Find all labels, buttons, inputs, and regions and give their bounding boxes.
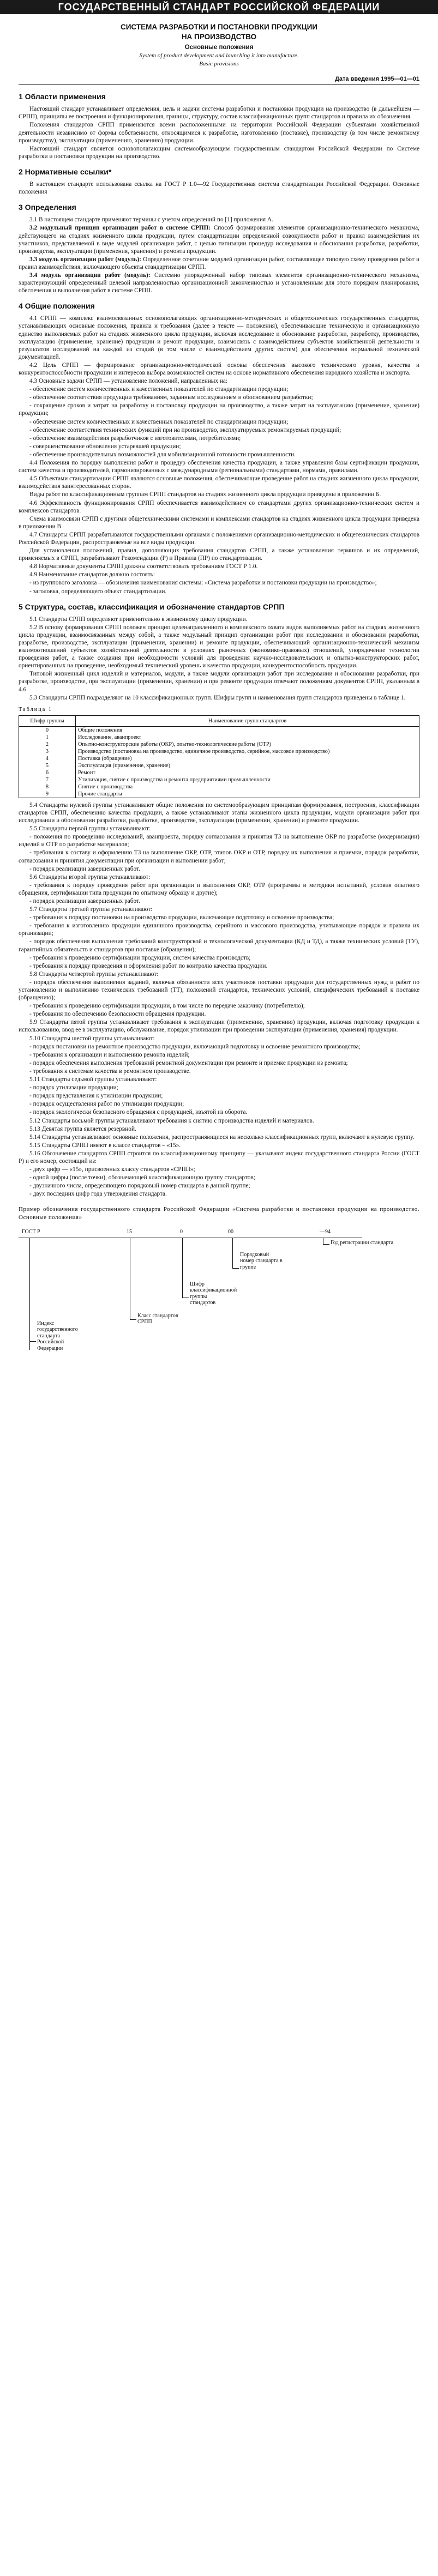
example-token-year: —94 (320, 1228, 331, 1235)
group-code: 7 (19, 776, 76, 783)
s4-para-41: 4.1 СРПП — комплекс взаимосвязанных основополагающих организационно-методических и общетехнических государственных стандартов, устанавливающих основные положения, правила и требования (далее в тексте — положения), обеспечивающие техническую и организационную единство выполняемых работ на стадиях жизненного цикла продукции, включая исследование и обоснование разработки, разработку, производство, эксплуатацию (применение, хранение) продукции и ремонт продукции, взаимосвязь с взаимодействием субъектов хозяйственной деятельности и результатов исследований на каждой из стадий (в том числе с взаимодействием других систем) для обеспечения нормальной технической документацией. (19, 315, 419, 360)
s2-para-1: В настоящем стандарте использована ссылка на ГОСТ Р 1.0—92 Государственная система стандартизации Российской Федерации. Основные положения (19, 181, 419, 196)
group-code: 3 (19, 748, 76, 755)
example-caption: Пример обозначения государственного стандарта Российской Федерации «Система разработки и постановки продукции на производство. Основные положения» (19, 1206, 419, 1221)
s4-dash-3: - сокращение сроков и затрат на разработку и постановку продукции на производство, а также затрат на эксплуатацию (применение, хранение) продукции; (19, 402, 419, 417)
group-code: 9 (19, 791, 76, 798)
s5-para-78: - требования к системам качества в ремонтном производстве. (29, 1067, 191, 1075)
s5-para-75: - порядок постановки на ремонтное производство продукции, включающий подготовку и освоение ремонтного производства; (29, 1043, 361, 1050)
s5-para-69: 5.8 Стандарты четвертой группы устанавливают: (29, 970, 159, 978)
s5-para-57: - положения по проведению исследований, аванпроекта, порядку согласования и принятия ТЗ на выполнение ОКР по разработке (модернизации) изделий и ОТР по разработке материалов; (19, 834, 419, 848)
label-year: Год регистрации стандарта (331, 1239, 394, 1246)
s5-para-85: 5.13 Девятая группа является резервной. (29, 1125, 136, 1132)
label-index: Индекс государственного стандарта Российской Федерации (37, 1320, 78, 1352)
s4-dash-6: - обеспечение взаимодействия разработчиков с изготовителями, потребителями; (29, 435, 241, 442)
s3-def-3: Определенное сочетание модулей организации работ, составляющее типовую схему проведения работ и правил взаимодействия, включающего объекты стандартизации СРПП. (19, 256, 419, 270)
s4-dash-10: - заголовка, определяющего объект стандартизации. (29, 588, 167, 595)
s5-para-81: - порядок представления к утилизации продукции; (29, 1093, 163, 1100)
s5-para-58: - требования к составу и оформлению ТЗ на выполнение ОКР, ОТР, этапов ОКР и ОТР, порядку их выполнения и приемки, порядок разработки, согласования и принятия документации при организации и выполнении работ; (19, 849, 419, 864)
section-3-heading: 3 Определения (19, 203, 76, 212)
s3-term-3: 3.3 модуль организации работ (модуль): (29, 256, 141, 263)
s4-dash-2: - обеспечение соответствия продукции требованиям, заданным исследованием и обоснованием разработки; (29, 394, 313, 401)
s5-para-77: - порядок обеспечения выполнения требований ремонтной документации при ремонте и приемке продукции из ремонта; (29, 1059, 348, 1066)
s4-para-412: 4.9 Наименование стандартов должно состоять: (29, 571, 155, 578)
s5-para-70: - порядок обеспечения выполнения заданий, включая обязанности всех участников поставки продукции для государственных нужд и работ по установлению и выполнению технических требований (ТТ), положений стандартов, технических условий, специфических требований к поставке (обращению); (19, 979, 419, 1002)
example-token-number: 00 (228, 1228, 233, 1235)
s4-para-43: 4.3 Основные задачи СРПП — установление положений, направленных на: (29, 378, 228, 385)
s5-para-86: 5.14 Стандарты устанавливают основные положения, распространяющиеся на несколько классификационных групп, включают в нулевую группу. (29, 1133, 415, 1141)
s3-para-3 (19, 256, 419, 271)
group-code: 6 (19, 769, 76, 776)
s5-para-56: 5.5 Стандарты первой группы устанавливают: (29, 825, 151, 832)
group-name: Прочие стандарты (76, 791, 419, 798)
s4-dash-9: - из группового заголовка — обозначения наименования системы: «Система разработки и постановки продукции на производство»; (29, 580, 377, 587)
s1-para-3: Настоящий стандарт является основополагающим системообразующим государственным стандартом Российской Федерации по Системе разработки и постановки продукции на производство. (19, 145, 419, 160)
s4-para-46: Виды работ по классификационным группам СРПП стандартов на стадиях жизненного цикла продукции приведены в приложении Б. (29, 491, 381, 498)
s5-para-60: 5.6 Стандарты второй группы устанавливают: (29, 873, 151, 880)
table-row (19, 769, 419, 776)
s4-para-47: 4.6 Эффективность функционирования СРПП обеспечивается взаимодействием со стандартами других организационно-технических систем и комплексов стандартов. (19, 499, 419, 514)
s4-para-411: 4.8 Нормативные документы СРПП должны соответствовать требованиям ГОСТ Р 1.0. (29, 563, 258, 570)
s5-para-55: 5.4 Стандарты нулевой группы устанавливают общие положения по системообразующим принципам формирования, построения, классификации стандартов СРПП, обеспечению качества продукции, а также устанавливают этапы жизненного цикла продукции, модули организации работ при исследовании и обосновании разработки, разработке, производстве, эксплуатации (применении, хранении) и ремонте продукции. (19, 801, 419, 824)
s5-para-72: - требования по обеспечению безопасности обращения продукции. (29, 1011, 206, 1018)
s4-dash-1: - обеспечение систем количественных и качественных показателей по стандартизации продукции; (29, 386, 289, 393)
section-5-heading: 5 Структура, состав, классификация и обозначение стандартов СРПП (19, 602, 285, 611)
s5-para-73: 5.9 Стандарты пятой группы устанавливают требования к эксплуатации (применению, хранению) продукции, включая подготовку продукции к использованию, ввод ее в эксплуатацию, обслуживание, порядок утилизации при проведении эксплуатации (применения, хранения) продукции. (19, 1019, 419, 1034)
s5-para-52: 5.2 В основу формирования СРПП положен принцип целенаправленного и комплексного охвата видов выполняемых работ на стадиях жизненного цикла продукции, взаимосвязанных между собой, а также модульный принцип организации работ при исследовании и обосновании разработки, разработке, производстве, эксплуатации (применении, хранении) и ремонте продукции, обеспечивающий организационно-технический механизм взаимоотношений субъектов хозяйственной деятельности в условиях рыночных (экономико-правовых) отношений, упорядочение технологии проведения работ, а также создания при необходимости условий для проведения научно-исследовательских и опытно-конструкторских работ, ориентированных на проведение, необходимый технический уровень и качество продукции, конкурентоспособность продукции. (19, 624, 419, 669)
s5-para-90: - одной цифры (после точки), обозначающей классификационную группу стандартов; (29, 1174, 255, 1181)
s5-para-51: 5.1 Стандарты СРПП определяют применительно к жизненному циклу продукции. (29, 616, 248, 623)
connector-class-h (130, 1319, 136, 1320)
group-name: Утилизация, снятие с производства и ремонта предприятиями промышленности (76, 776, 419, 783)
example-token-gost: ГОСТ Р (22, 1228, 40, 1235)
label-group: Шифр классификационной группы стандартов (190, 1281, 237, 1306)
connector-number (232, 1238, 233, 1268)
s3-def-2: Способ формирования элементов организационно-технического механизма, действующего на стадиях жизненного цикла продукции, путем стандартизации определенной совокупности работ и правил взаимодействия их участников, представляемой в виде модулей организации работ, с целью типизации процедур исследования и обоснования разработки, разработки, производства, эксплуатации (применения, хранения) и ремонта продукции. (19, 225, 419, 255)
s4-para-45: 4.5 Объектами стандартизации СРПП являются основные положения, обеспечивающие проведение работ на стадиях жизненного цикла продукции, взаимодействия заинтересованных сторон. (19, 475, 419, 490)
table-row (19, 748, 419, 755)
example-token-group: 0 (180, 1228, 183, 1235)
s5-para-91: - двузначного числа, определяющего порядковый номер стандарта в данной группе; (29, 1183, 250, 1190)
section-4-heading: 4 Общие положения (19, 301, 95, 311)
connector-group (182, 1238, 183, 1298)
s5-para-88: 5.16 Обозначение стандартов СРПП строится по классификационному принципу — указывают индекс государственного стандарта России (ГОСТ Р) и его номер, состоящий из: (19, 1150, 419, 1165)
connector-index-h (29, 1341, 36, 1342)
connector-year-h (323, 1244, 329, 1245)
table-header-code: Шифр группы (19, 715, 76, 726)
doc-english-title-1: System of product development and launching it into manufacture. (139, 52, 299, 59)
table-row (19, 734, 419, 741)
standard-banner: ГОСУДАРСТВЕННЫЙ СТАНДАРТ РОССИЙСКОЙ ФЕДЕРАЦИИ (0, 0, 438, 14)
s3-para-4 (19, 272, 419, 294)
connector-index (29, 1238, 30, 1350)
s5-para-59: - порядок реализации завершенных работ. (29, 865, 140, 872)
connector-number-h (232, 1268, 239, 1269)
s5-para-71: - требования к проведению сертификации продукции, в том числе по передаче заказчику (потребителю); (29, 1003, 305, 1010)
s4-para-42: 4.2 Цель СРПП — формирование организационно-методической основы обеспечения высокого технического уровня, качества и конкурентоспособности продукции и интересов выбора возможностей систем на основе нормативного обеспечения народного хозяйства и экспорта. (19, 361, 419, 376)
table-header-name: Наименование групп стандартов (76, 715, 419, 726)
s5-para-76: - требования к организации и выполнению ремонта изделий; (29, 1051, 190, 1058)
group-name: Опытно-конструкторские работы (ОКР), опытно-технологические работы (ОТР) (76, 741, 419, 748)
s5-para-92: - двух последних цифр года утверждения стандарта. (29, 1191, 167, 1198)
s1-para-1: Настоящий стандарт устанавливает определения, цель и задачи системы разработки и постановки продукции на производство (в дальнейшем — СРПП), принципы ее построения и функционирования, границы, структуру, состав классификационных групп стандартов и правила их обозначения. (19, 106, 419, 120)
s4-dash-8: - обеспечение производительных возможностей для мобилизационной готовности промышленности. (29, 451, 296, 458)
s5-para-80: - порядок утилизации продукции; (29, 1084, 118, 1091)
group-code: 1 (19, 734, 76, 741)
s5-para-61: - требования к порядку проведения работ при организации и выполнения ОКР, ОТР (программы и методики испытаний, условия опытного обращения, сертификации типа продукции по опытному образцу и другие); (19, 882, 419, 896)
s5-para-65: - требования к изготовлению продукции единичного производства, серийного и массового производства, учитывающие порядок и правила их организации; (19, 922, 419, 937)
s5-para-54: 5.3 Стандарты СРПП подразделяют на 10 классификационных групп. Шифры групп и наименования групп стандартов приведены в таблице 1. (29, 694, 406, 701)
s5-para-82: - порядок осуществления работ по утилизации продукции; (29, 1101, 184, 1108)
s5-para-79: 5.11 Стандарты седьмой группы устанавливают: (29, 1076, 157, 1083)
table-row (19, 755, 419, 762)
s3-term-4: 3.4 модуль организации работ (модуль): (29, 272, 151, 279)
table-row (19, 783, 419, 791)
doc-subtitle: Основные положения (184, 44, 254, 51)
introduction-date: Дата введения 1995—01—01 (335, 76, 419, 83)
group-code: 5 (19, 762, 76, 769)
doc-title-line1: СИСТЕМА РАЗРАБОТКИ И ПОСТАНОВКИ ПРОДУКЦИИ (120, 23, 318, 31)
s5-para-87: 5.15 Стандарты СРПП имеют в классе стандартов – «15». (29, 1142, 181, 1149)
classification-table (19, 715, 419, 798)
s4-para-48: Схема взаимосвязи СРПП с другими общетехническими системами и комплексами стандартов на стадиях жизненного цикла продукции приведена в приложении В. (19, 515, 419, 530)
s3-def-4: Системно упорядоченный набор типовых элементов организационно-технического механизма, характеризующий определенный целевой направленностью организационной законченностью и установленным для этого порядком планирования, обеспечения и выполнения работ в системе СРПП. (19, 272, 419, 294)
section-2-heading: 2 Нормативные ссылки* (19, 167, 112, 176)
s5-para-53: Типовой жизненный цикл изделий и материалов, модули, а также модули организации работ при исследовании и обосновании разработки, при разработке, производстве, при эксплуатации (применении, хранении) и при ремонте продукции отвечают положениям документов СРПП, указанным в 4.6. (19, 671, 419, 693)
s5-para-68: - требования к порядку проведения и оформления работ по контролю качества продукции. (29, 962, 268, 969)
group-code: 4 (19, 755, 76, 762)
table-row (19, 762, 419, 769)
s4-dash-4: - обеспечение систем количественных и качественных показателей по стандартизации продукции; (29, 418, 289, 425)
label-number: Порядковый номер стандарта в группе (240, 1251, 283, 1270)
section-1-heading: 1 Области применения (19, 92, 106, 101)
group-name: Общие положения (76, 726, 419, 734)
example-token-class: 15 (127, 1228, 132, 1235)
group-code: 2 (19, 741, 76, 748)
group-name: Исследование, аванпроект (76, 734, 419, 741)
doc-title-line2: НА ПРОИЗВОДСТВО (181, 33, 257, 41)
designation-example-diagram (19, 1224, 419, 1354)
s3-para-2 (19, 224, 419, 255)
s4-para-410: Для установления положений, правил, дополняющих требования стандартов СРПП, а также установления терминов и их определений, применяемых в СРПП, разрабатывают Рекомендации (Р) и Правила (ПР) по стандартизации. (19, 547, 419, 562)
group-name: Производство (постановка на производство, единичное производство, серийное, массовое производство) (76, 748, 419, 755)
s5-para-66: - порядок обеспечения выполнения требований конструкторской и технологической документации (КД и ТД), а также технических условий (ТУ), гарантийных обязательств и стандартов при поставке (обращении); (19, 938, 419, 953)
table-row (19, 726, 419, 734)
s3-para-1: 3.1 В настоящем стандарте применяют термины с учетом определений по [1] приложения А. (29, 216, 273, 224)
table-row (19, 776, 419, 783)
s5-para-74: 5.10 Стандарты шестой группы устанавливают: (29, 1035, 155, 1042)
group-name: Ремонт (76, 769, 419, 776)
s4-para-44: 4.4 Положения по порядку выполнения работ и процедур обеспечения качества продукции, а также управления базы сертификации продукции, систем качества и производителей, гармонизированных с международными (региональными) стандартами, нормами, правилами. (19, 460, 419, 474)
s4-para-49: 4.7 Стандарты СРПП разрабатываются государственными органами с положениями организационно-методических и общетехнических стандартов Российской Федерации, распространяемые на все виды продукции. (19, 531, 419, 546)
s5-para-84: 5.12 Стандарты восьмой группы устанавливают требования к снятию с производства изделий и материалов. (29, 1117, 314, 1124)
table-caption: Таблица 1 (19, 706, 53, 713)
group-name: Эксплуатация (применение, хранение) (76, 762, 419, 769)
table-row (19, 741, 419, 748)
s1-para-2: Положения стандартов СРПП применяются всеми расположенными на территории Российской Федерации субъектами хозяйственной деятельности независимо от формы собственности, относящимися к разработке, изготовлению (поставке), производству (в том числе ремонтному производству), эксплуатации (применению, хранению) продукции. (19, 122, 419, 144)
doc-english-title-2: Basic provisions (199, 61, 239, 68)
group-code: 8 (19, 783, 76, 791)
label-class: Класс стандартов СРПП (137, 1312, 178, 1325)
group-name: Снятие с производства (76, 783, 419, 791)
group-name: Поставка (обращение) (76, 755, 419, 762)
s4-dash-7: - совершенствование обновления устаревшей продукции; (29, 443, 181, 450)
s5-para-89: - двух цифр — «15», присвоенных классу стандартов «СРПП»; (29, 1166, 195, 1173)
s4-dash-5: - обеспечение соответствия технических функций при на производство, эксплуатируемых ремонтируемых продукций; (29, 426, 341, 433)
s5-para-63: 5.7 Стандарты третьей группы устанавливают: (29, 906, 153, 913)
s5-para-62: - порядок реализации завершенных работ. (29, 897, 140, 904)
document-body (19, 22, 419, 1356)
s3-term-2: 3.2 модульный принцип организации работ в системе СРПП: (29, 225, 211, 232)
group-code: 0 (19, 726, 76, 734)
s5-para-83: - порядок экологически безопасного обращения с продукцией, изъятой из оборота. (29, 1109, 248, 1116)
table-row (19, 791, 419, 798)
s5-para-67: - требования к проведению сертификации продукции, систем качества производств; (29, 954, 251, 961)
s5-para-64: - требования к порядку постановки на производство продукции, включающие подготовку и освоение производства; (29, 914, 334, 921)
